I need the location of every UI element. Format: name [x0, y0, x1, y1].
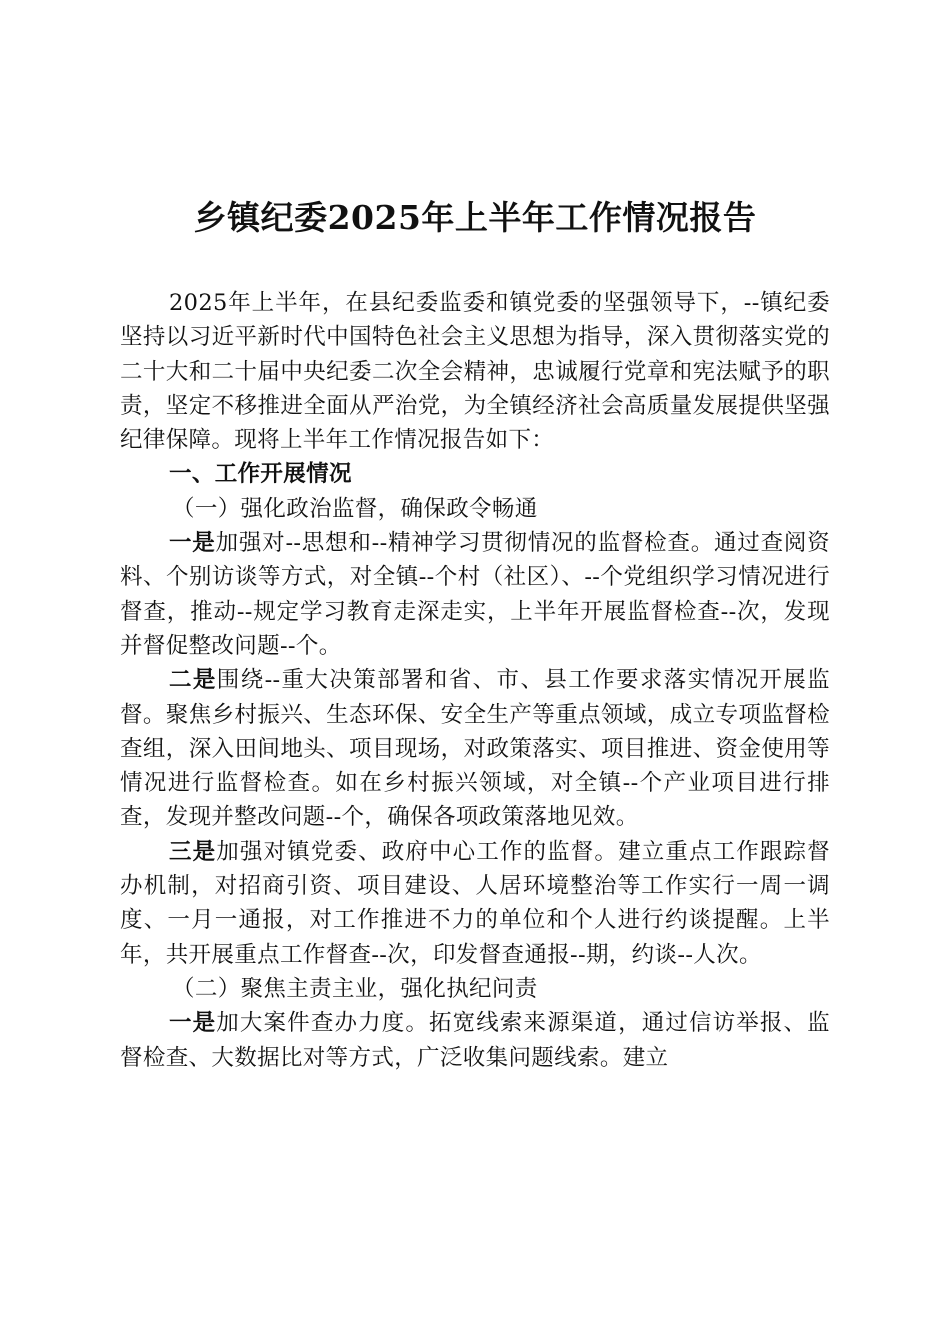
- subsection-heading: （一）强化政治监督，确保政令畅通: [172, 495, 538, 522]
- paragraph-text: 加大案件查办力度。拓宽线索来源渠道，通过信访举报、监督检查、大数据比对等方式，广泛收集问题线索。建立: [120, 1010, 831, 1071]
- paragraph-text: 加强对镇党委、政府中心工作的监督。建立重点工作跟踪督办机制，对招商引资、项目建设、人居环境整治等工作实行一周一调度、一月一通报，对工作推进不力的单位和个人进行约谈提醒。上半年，共开展重点工作督查--次，印发督查通报--期，约谈--人次。: [120, 838, 831, 968]
- paragraph-lead: 一是: [169, 1010, 217, 1037]
- paragraph-lead: 二是: [169, 667, 217, 694]
- body-paragraph: [120, 526, 830, 663]
- intro-paragraph: 2025年上半年，在县纪委监委和镇党委的坚强领导下，--镇纪委坚持以习近平新时代中国特色社会主义思想为指导，深入贯彻落实党的二十大和二十届中央纪委二次全会精神，忠诚履行党章和宪法赋予的职责，坚定不移推进全面从严治党，为全镇经济社会高质量发展提供坚强纪律保障。现将上半年工作情况报告如下：: [120, 290, 830, 454]
- subsection-heading: （二）聚焦主责主业，强化执纪问责: [172, 975, 538, 1002]
- document-body: [120, 286, 830, 1075]
- body-paragraph: [120, 1006, 830, 1075]
- document-title: 乡镇纪委2025年上半年工作情况报告: [193, 198, 757, 237]
- paragraph-lead: 一是: [169, 530, 216, 557]
- paragraph-text: 加强对--思想和--精神学习贯彻情况的监督检查。通过查阅资料、个别访谈等方式，对全镇--个村（社区）、--个党组织学习情况进行督查，推动--规定学习教育走深走实，上半年开展监督检查--次，发现并督促整改问题--个。: [120, 530, 830, 659]
- body-paragraph: [120, 663, 830, 834]
- body-paragraph: [120, 835, 830, 972]
- paragraph-lead: 三是: [169, 838, 217, 865]
- section-heading: 一、工作开展情况: [169, 461, 352, 488]
- paragraph-text: 围绕--重大决策部署和省、市、县工作要求落实情况开展监督。聚焦乡村振兴、生态环保、安全生产等重点领域，成立专项监督检查组，深入田间地头、项目现场，对政策落实、项目推进、资金使用等情况进行监督检查。如在乡村振兴领域，对全镇--个产业项目进行排查，发现并整改问题--个，确保各项政策落地见效。: [120, 667, 831, 831]
